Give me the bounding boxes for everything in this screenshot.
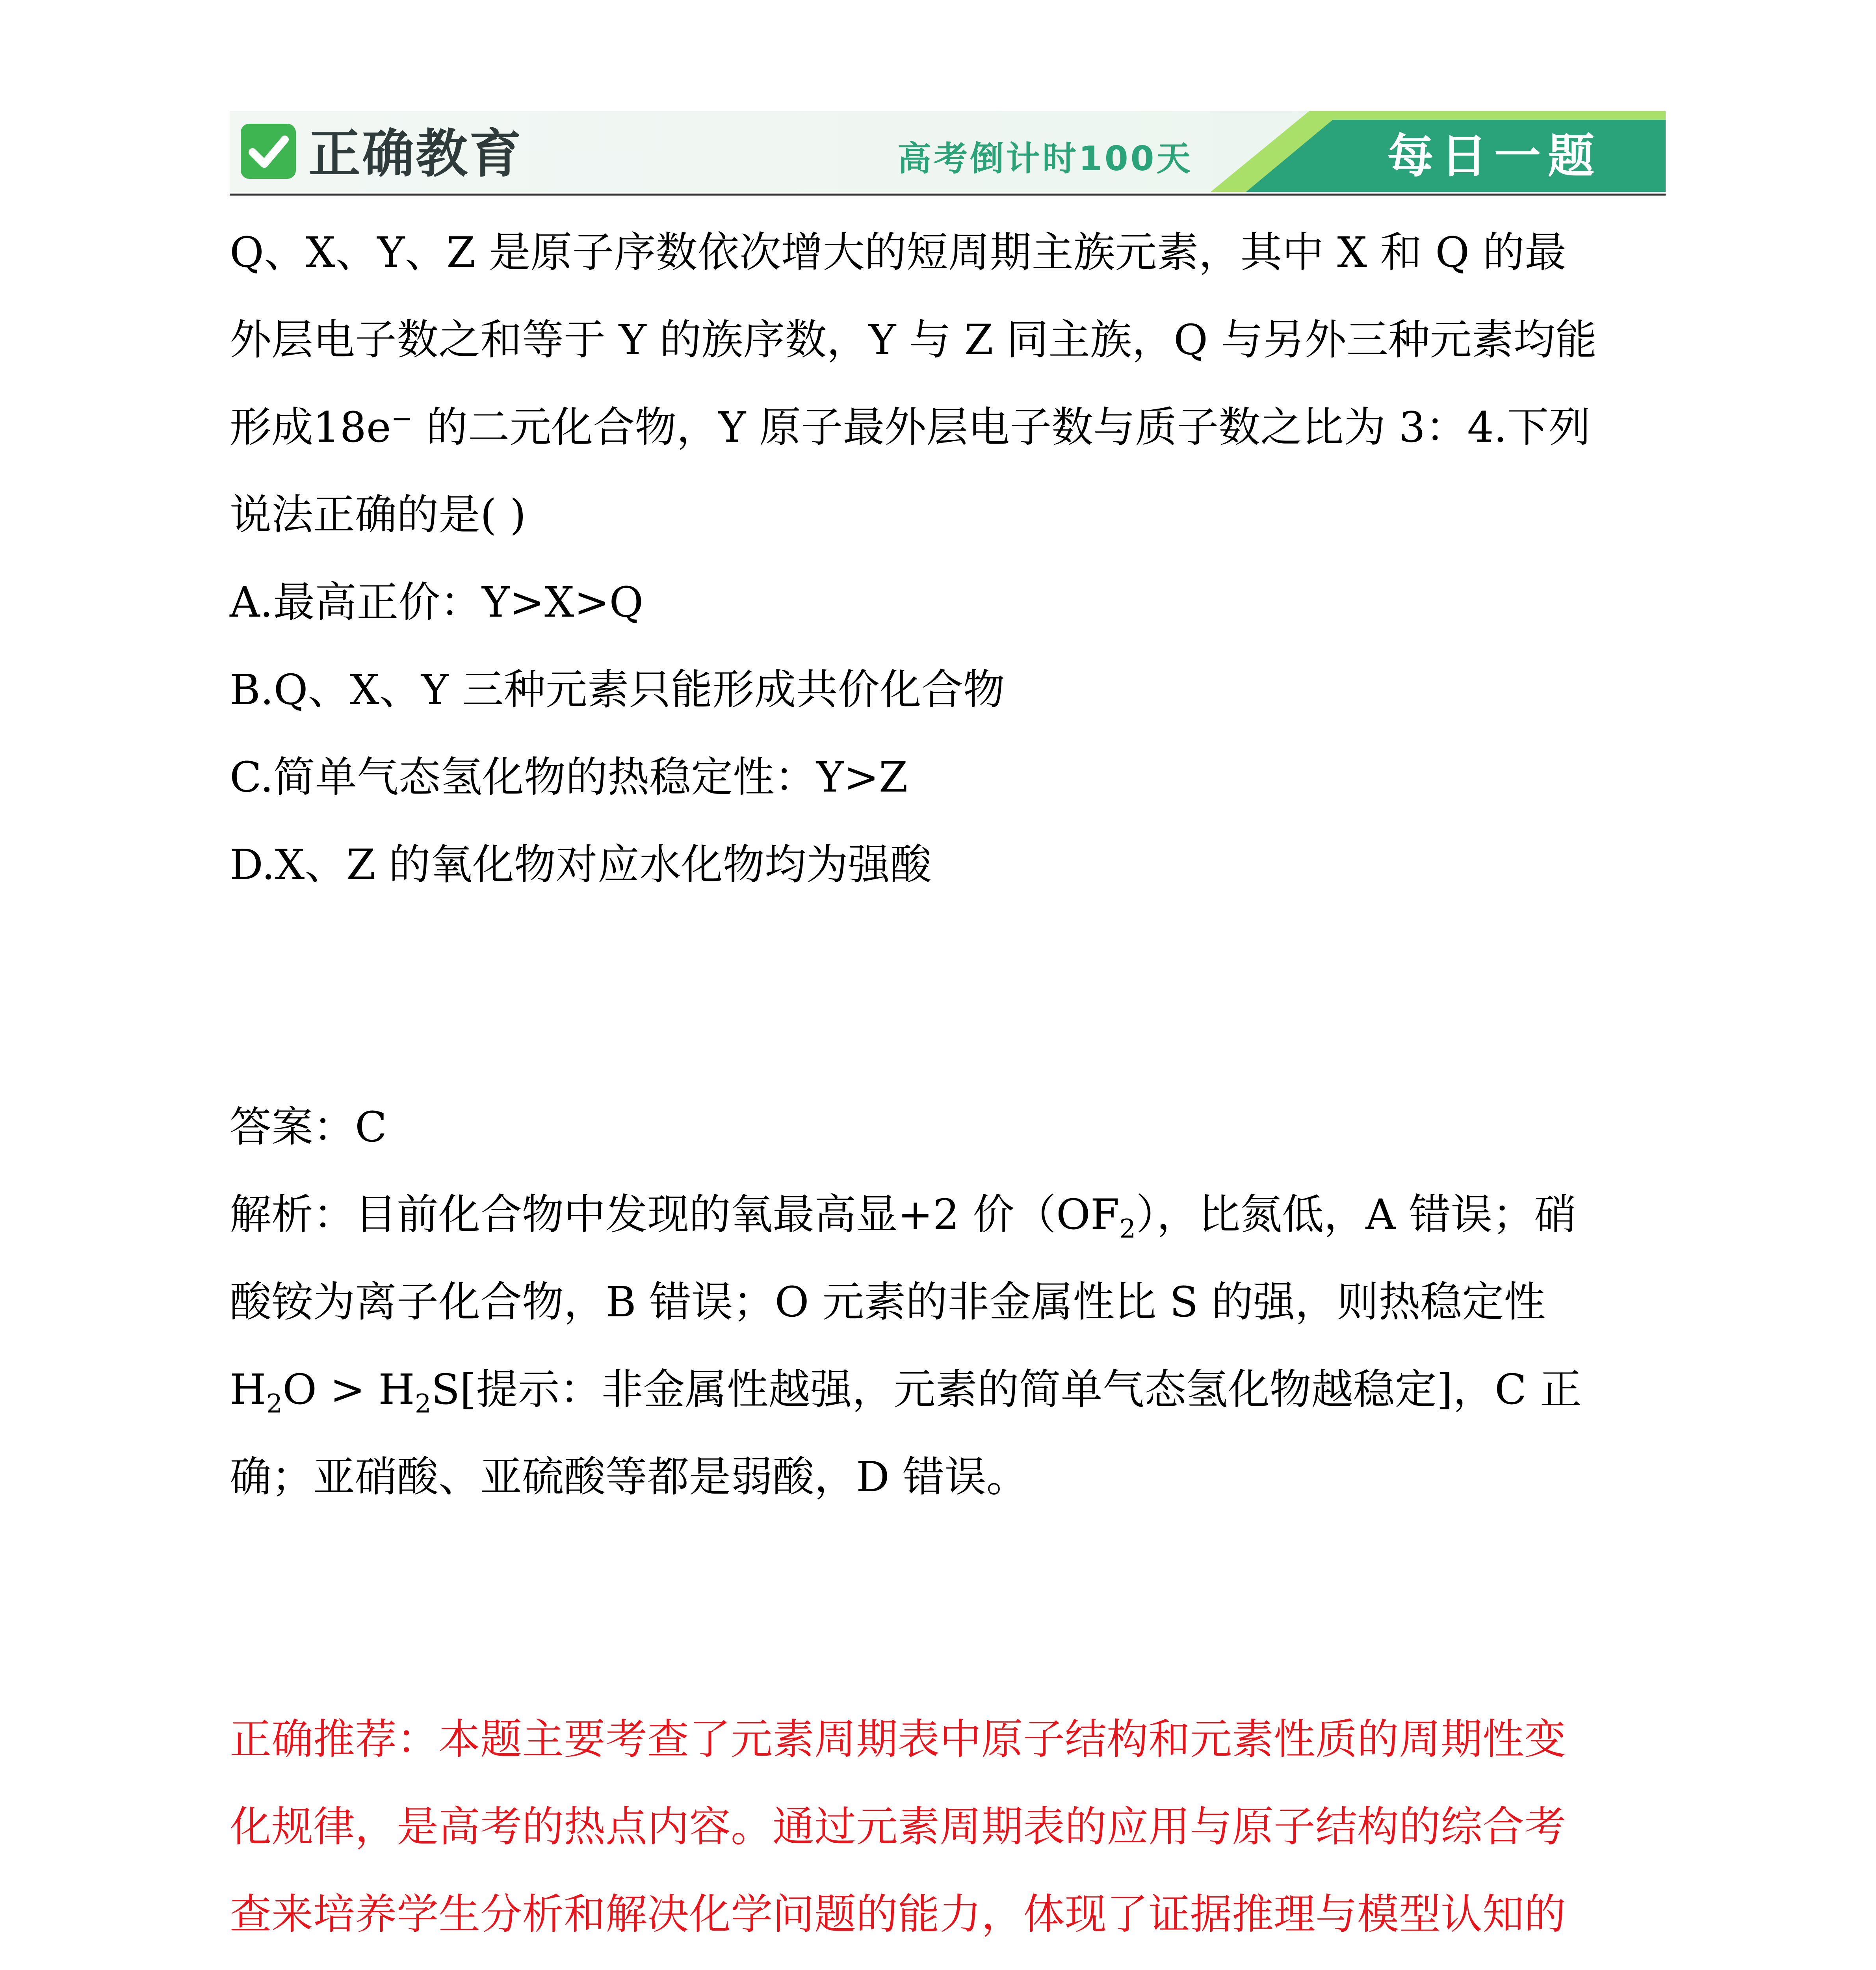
option-b: B.Q、X、Y 三种元素只能形成共价化合物 xyxy=(230,665,1005,714)
recommendation xyxy=(230,1696,1666,1970)
formula-subscript: 2 xyxy=(1119,1214,1136,1244)
answer: 答案：C xyxy=(230,1103,387,1151)
formula-text: OF xyxy=(1056,1190,1120,1239)
header-banner xyxy=(230,111,1666,199)
recommend-line: 正确推荐：本题主要考查了元素周期表中原子结构和元素性质的周期性变 xyxy=(230,1715,1566,1764)
question-text: 形成 xyxy=(230,403,313,452)
analysis xyxy=(230,1171,1666,1521)
countdown-label: 高考倒计时100天 xyxy=(897,139,1193,178)
question-stem xyxy=(230,209,1666,559)
recommend-line: 化规律，是高考的热点内容。通过元素周期表的应用与原子结构的综合考 xyxy=(230,1803,1566,1851)
option-d: D.X、Z 的氧化物对应水化物均为强酸 xyxy=(230,840,932,889)
analysis-line: 确；亚硝酸、亚硫酸等都是弱酸，D 错误。 xyxy=(230,1453,1028,1501)
daily-question-label: 每日一题 xyxy=(1387,129,1601,183)
question-text: 的二元化合物，Y 原子最外层电子数与质子数之比为 3：4.下列 xyxy=(412,403,1591,452)
analysis-text: ），比氮低，A 错误；硝 xyxy=(1136,1190,1576,1239)
analysis-line: 酸铵为离子化合物，B 错误；O 元素的非金属性比 S 的强，则热稳定性 xyxy=(230,1278,1546,1326)
brand-name: 正确教育 xyxy=(308,124,523,184)
analysis-text: [提示：非金属性越强，元素的简单气态氢化物越稳定]，C 正 xyxy=(460,1365,1582,1414)
electron-number: 18e xyxy=(313,403,391,452)
analysis-text: 解析：目前化合物中发现的氧最高显+2 价（ xyxy=(230,1190,1056,1239)
electron-charge: − xyxy=(391,403,413,434)
option-a: A.最高正价：Y>X>Q xyxy=(230,578,644,626)
analysis-line xyxy=(230,1171,1666,1258)
option-c: C.简单气态氢化物的热稳定性：Y>Z xyxy=(230,753,908,801)
document-body xyxy=(230,209,1666,1970)
formula-of2 xyxy=(1056,1190,1136,1244)
question-line: Q、X、Y、Z 是原子序数依次增大的短周期主族元素，其中 X 和 Q 的最 xyxy=(230,228,1566,277)
recommend-line xyxy=(230,1958,1666,1970)
formula-subscript: 2 xyxy=(414,1389,431,1419)
formula-h2o-h2s xyxy=(230,1365,460,1419)
formula-text: S xyxy=(431,1365,460,1414)
question-line xyxy=(230,384,1666,471)
formula-subscript: 2 xyxy=(266,1389,283,1419)
check-icon xyxy=(241,124,296,179)
formula-text: O > H xyxy=(282,1365,415,1414)
options-list xyxy=(230,559,1666,909)
electron-count xyxy=(313,403,413,452)
question-line: 说法正确的是( ) xyxy=(230,491,526,539)
recommend-line: 查来培养学生分析和解决化学问题的能力，体现了证据推理与模型认知的 xyxy=(230,1890,1566,1938)
question-line: 外层电子数之和等于 Y 的族序数，Y 与 Z 同主族，Q 与另外三种元素均能 xyxy=(230,316,1597,364)
analysis-line xyxy=(230,1346,1666,1433)
formula-text: H xyxy=(230,1365,266,1414)
